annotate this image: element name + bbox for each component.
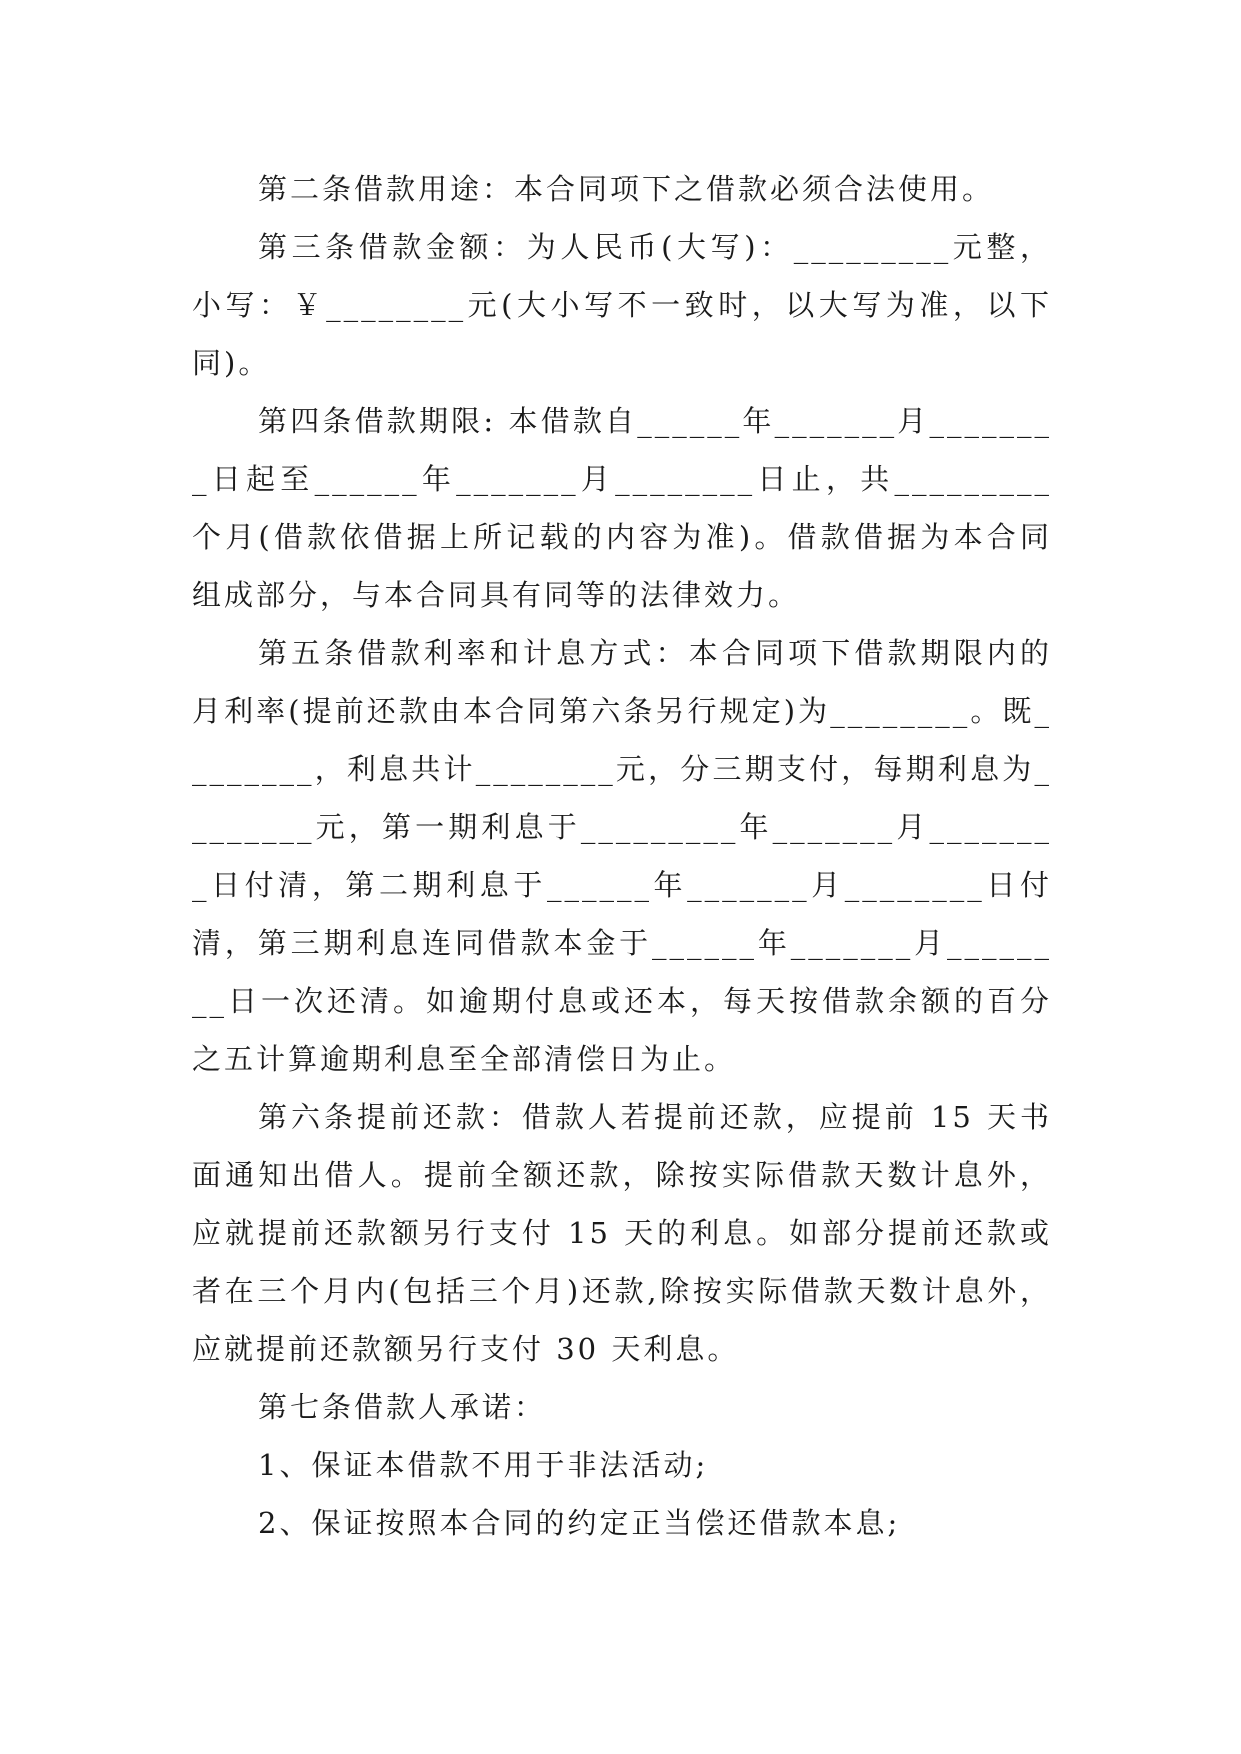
article-7-heading: 第七条借款人承诺： [258,1390,547,1424]
article-7-item-1: 1、保证本借款不用于非法活动; [258,1448,709,1482]
article-4-paragraph: 第四条借款期限: 本借款自______年_______月________日起至______年_______月________日止，共_________个月(借款依借据上所记载的内容为准)。借款借据为本合同组成部分，与本合同具有同等的法律效力。 [192,404,1052,612]
article-6-paragraph: 第六条提前还款：借款人若提前还款，应提前 15 天书面通知出借人。提前全额还款，除按实际借款天数计息外，应就提前还款额另行支付 15 天的利息。如部分提前还款或者在三个月内(包括三个月)还款,除按实际借款天数计息外，应就提前还款额另行支付 30 天利息。 [192,1100,1052,1366]
article-2-paragraph: 第二条借款用途：本合同项下之借款必须合法使用。 [258,172,995,206]
document-page [192,160,1052,1552]
article-5-paragraph: 第五条借款利率和计息方式：本合同项下借款期限内的月利率(提前还款由本合同第六条另行规定)为________。既________，利息共计________元，分三期支付，每期利息为________元，第一期利息于_________年_______月________日付清，第二期利息于______年_______月________日付清，第三期利息连同借款本金于______年_______月________日一次还清。如逾期付息或还本，每天按借款余额的百分之五计算逾期利息至全部清偿日为止。 [192,636,1052,1076]
article-3-paragraph: 第三条借款金额：为人民币(大写)：_________元整，小写：￥________元(大小写不一致时，以大写为准，以下同)。 [192,230,1052,380]
article-7-item-2: 2、保证按照本合同的约定正当偿还借款本息; [258,1506,901,1540]
